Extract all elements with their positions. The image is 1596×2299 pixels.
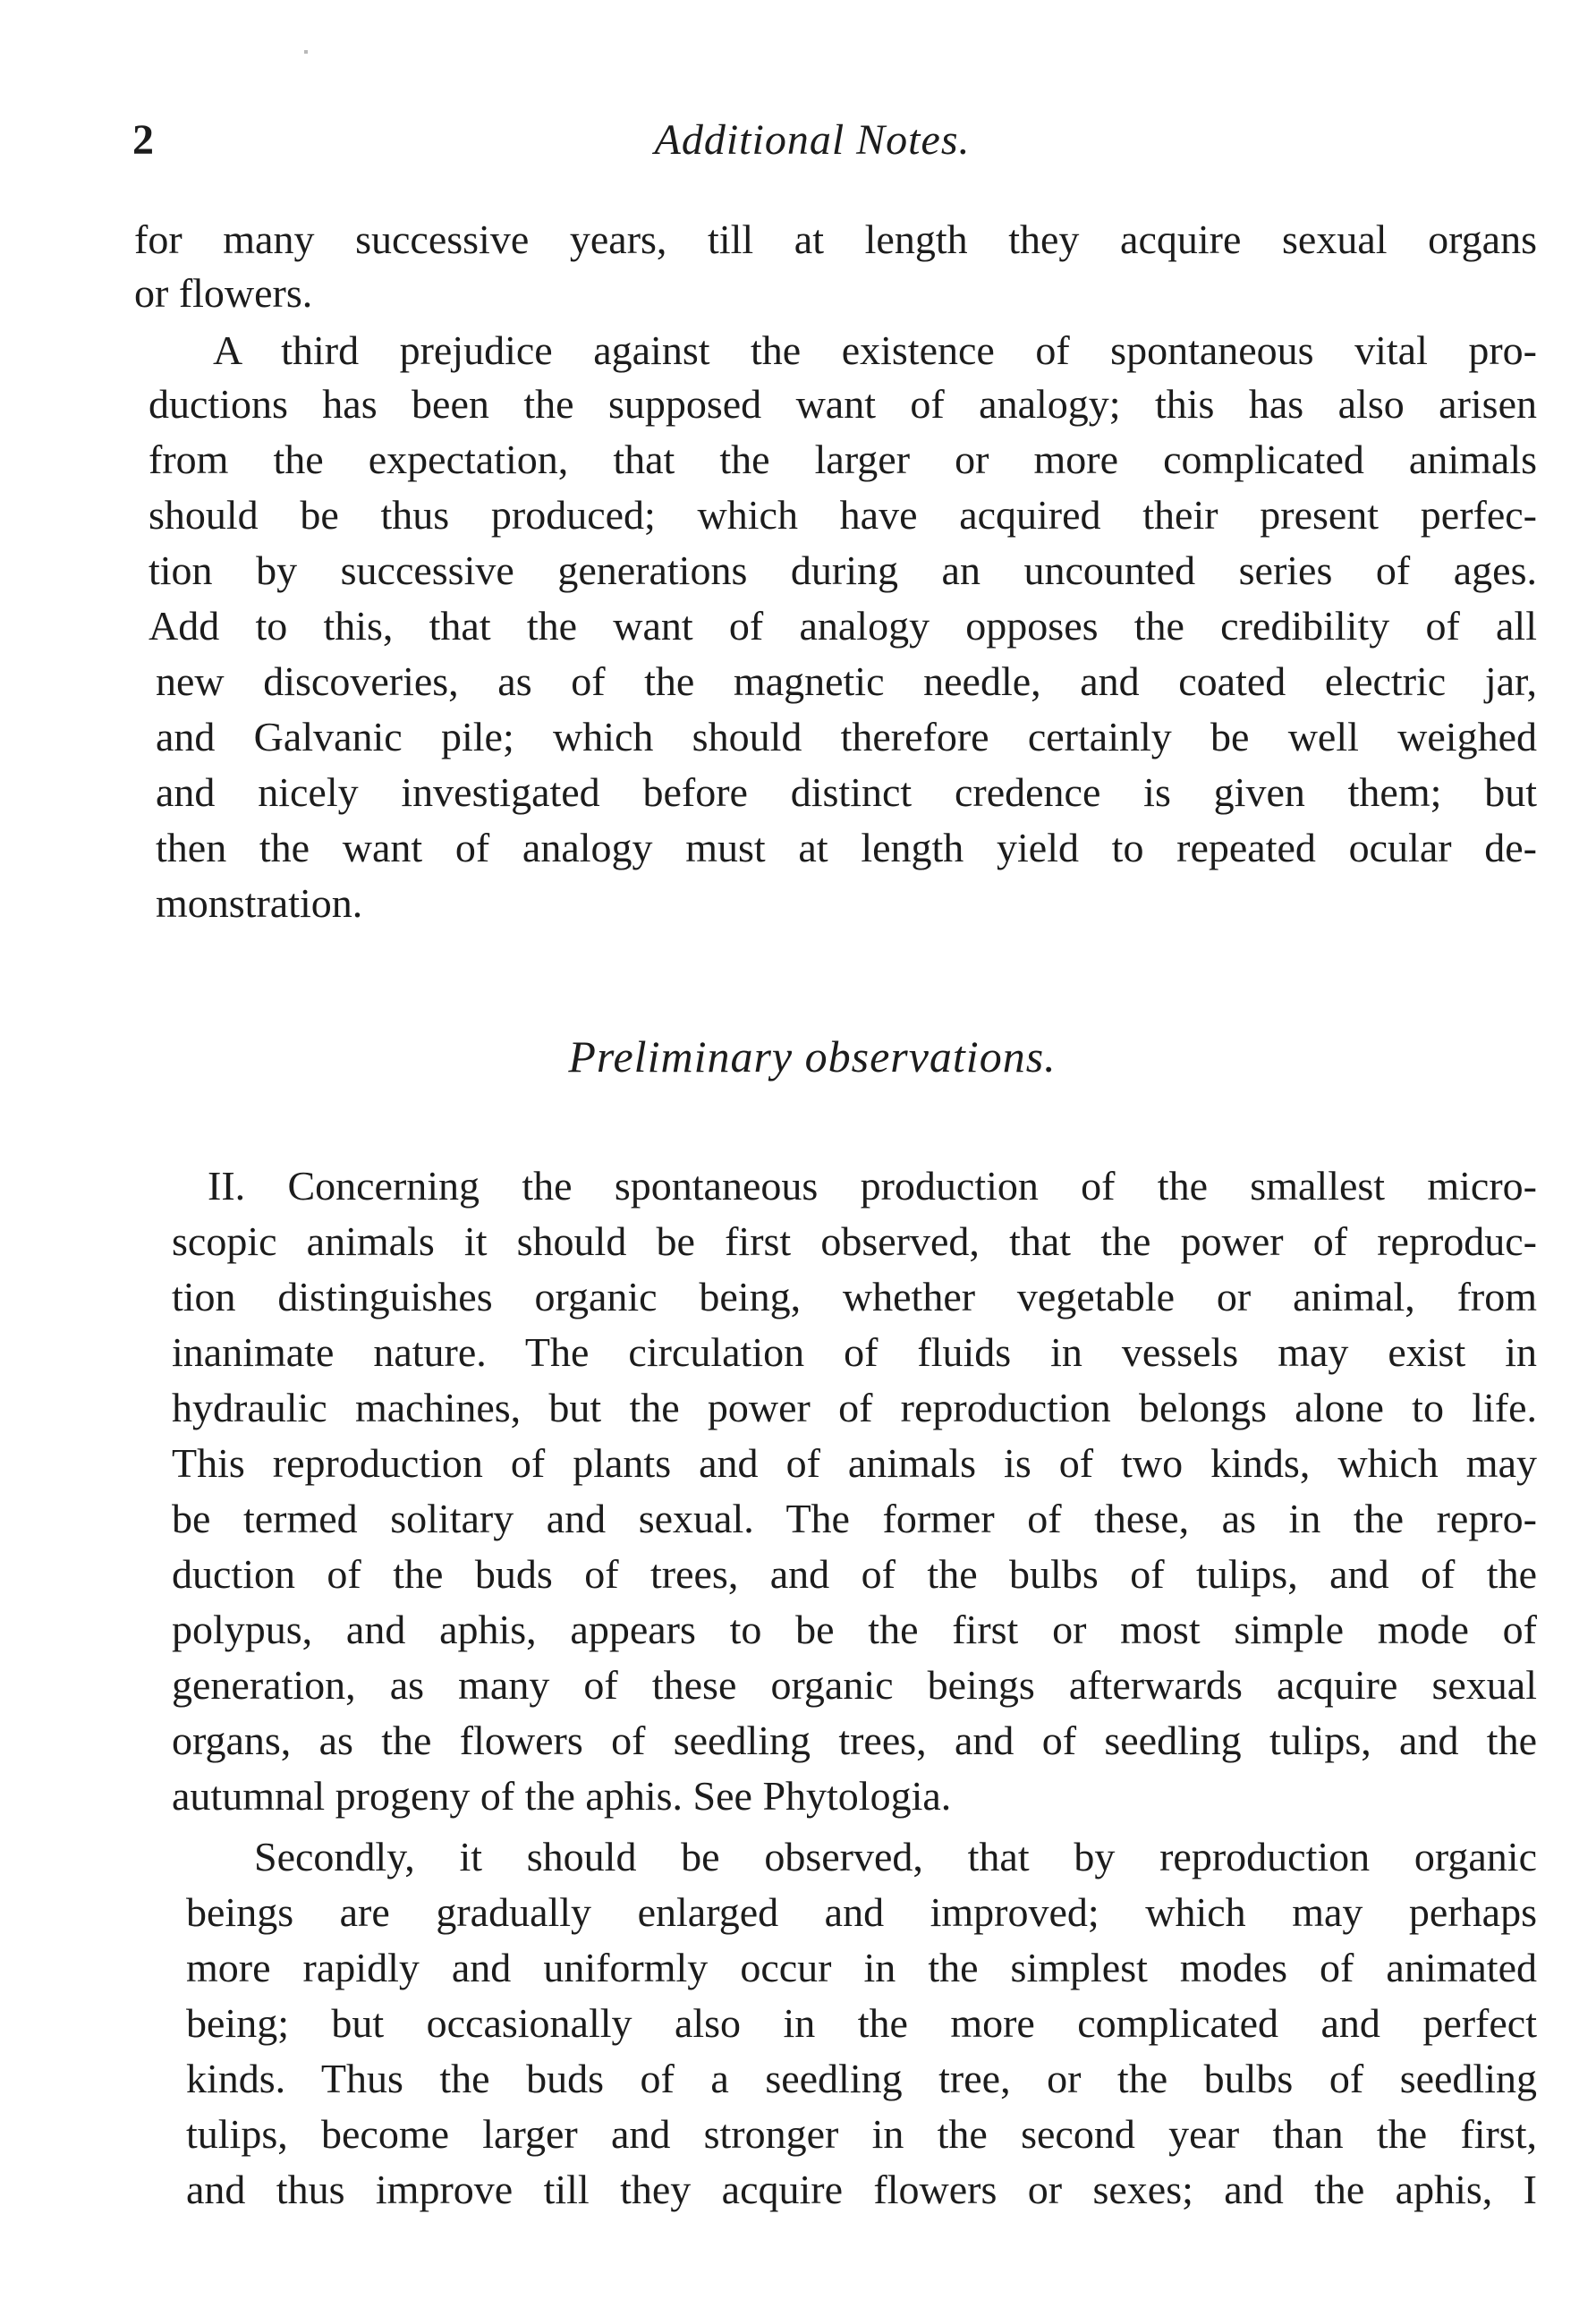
text-line: tion by successive generations during an uncounted series of ages. [149, 547, 1537, 593]
text-line: polypus, and aphis, appears to be the first or most simple mode of [172, 1607, 1537, 1652]
text-line: being; but occasionally also in the more complicated and perfect [186, 2000, 1537, 2046]
text-line: A third prejudice against the existence of spontaneous vital pro- [213, 327, 1537, 373]
text-line: generation, as many of these organic beings afterwards acquire sexual [172, 1662, 1537, 1708]
text-line: duction of the buds of trees, and of the bulbs of tulips, and of the [172, 1551, 1537, 1597]
text-line: beings are gradually enlarged and improved; which may perhaps [186, 1889, 1537, 1935]
text-line: hydraulic machines, but the power of reproduction belongs alone to life. [172, 1385, 1537, 1430]
text-line: new discoveries, as of the magnetic needle, and coated electric jar, [156, 658, 1537, 704]
text-line: and thus improve till they acquire flowers or sexes; and the aphis, I [186, 2167, 1537, 2212]
text-line: from the expectation, that the larger or more complicated animals [149, 437, 1537, 482]
text-line: monstration. [156, 880, 363, 926]
text-line: be termed solitary and sexual. The former of these, as in the repro- [172, 1496, 1537, 1541]
page-header [132, 109, 1492, 172]
text-line: inanimate nature. The circulation of fluids in vessels may exist in [172, 1329, 1537, 1375]
text-line: and nicely investigated before distinct credence is given them; but [156, 769, 1537, 815]
text-line: Add to this, that the want of analogy opposes the credibility of all [149, 603, 1537, 649]
text-line: organs, as the flowers of seedling trees, and of seedling tulips, and the [172, 1718, 1537, 1763]
text-line: ductions has been the supposed want of analogy; this has also arisen [149, 381, 1537, 427]
section-subheading: Preliminary observations. [568, 1031, 1057, 1082]
text-line: or flowers. [134, 270, 313, 316]
text-line: Secondly, it should be observed, that by reproduction organic [254, 1834, 1537, 1879]
print-speck [304, 50, 308, 54]
text-line: II. Concerning the spontaneous production of the smallest micro- [208, 1163, 1537, 1209]
text-line: kinds. Thus the buds of a seedling tree, or the bulbs of seedling [186, 2056, 1537, 2101]
text-line: more rapidly and uniformly occur in the simplest modes of animated [186, 1945, 1537, 1990]
page-number: 2 [132, 116, 154, 164]
text-line: and Galvanic pile; which should therefore certainly be well weighed [156, 714, 1537, 759]
text-line: autumnal progeny of the aphis. See Phytologia. [172, 1773, 952, 1819]
text-line: for many successive years, till at length they acquire sexual organs [134, 216, 1537, 262]
text-line: then the want of analogy must at length yield to repeated ocular de- [156, 825, 1537, 870]
text-line: should be thus produced; which have acquired their present perfec- [149, 492, 1537, 538]
text-line: scopic animals it should be first observed, that the power of reproduc- [172, 1218, 1537, 1264]
text-line: tion distinguishes organic being, whether vegetable or animal, from [172, 1274, 1537, 1319]
running-title: Additional Notes. [654, 116, 971, 164]
text-line: tulips, become larger and stronger in the second year than the first, [186, 2111, 1537, 2157]
text-line: This reproduction of plants and of animals is of two kinds, which may [172, 1440, 1537, 1486]
